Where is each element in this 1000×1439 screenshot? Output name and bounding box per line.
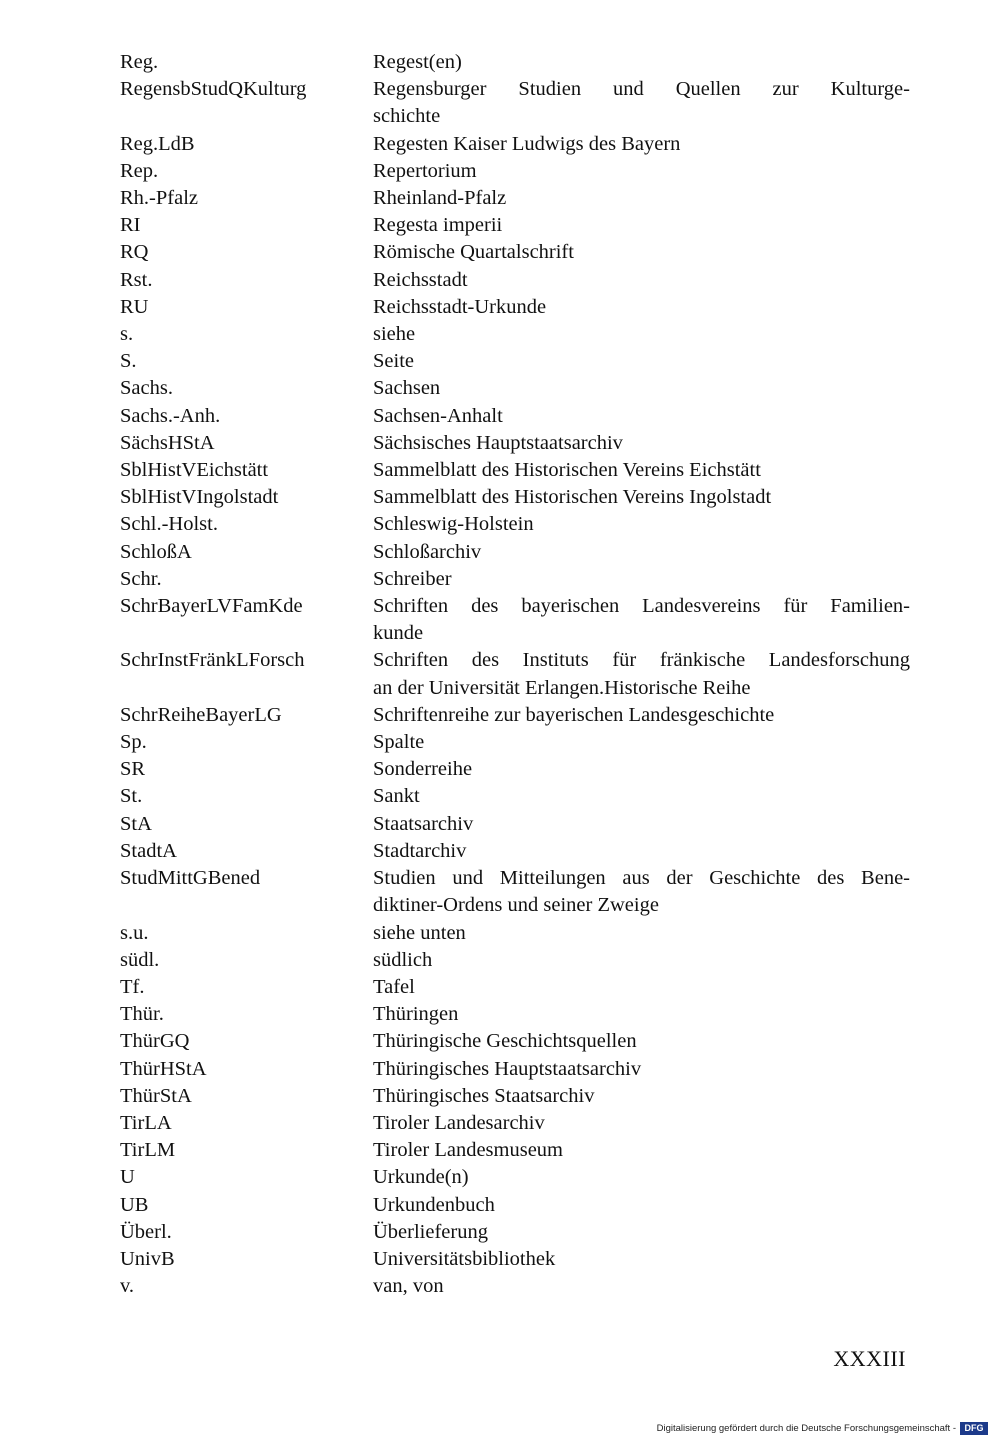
- abbreviation-meaning: [373, 1083, 910, 1110]
- meaning-line: Regesten Kaiser Ludwigs des Bayern: [373, 132, 681, 155]
- abbreviation-meaning: [373, 131, 910, 158]
- abbreviation-entry: [120, 593, 910, 647]
- abbreviation-term: Rep.: [120, 159, 159, 182]
- abbreviation-meaning: [373, 375, 910, 402]
- abbreviation-meaning: [373, 457, 910, 484]
- abbreviation-term: südl.: [120, 948, 160, 971]
- meaning-line: Studien und Mitteilungen aus der Geschichte des Bene-: [373, 867, 910, 890]
- abbreviation-meaning: [373, 1246, 910, 1273]
- abbreviation-entry: [120, 131, 910, 158]
- abbreviation-entry: [120, 158, 910, 185]
- meaning-line: Sammelblatt des Historischen Vereins Ingolstadt: [373, 486, 772, 509]
- abbreviation-term: s.u.: [120, 921, 149, 944]
- abbreviation-entry: [120, 1028, 910, 1055]
- abbreviation-meaning: [373, 403, 910, 430]
- abbreviation-entry: [120, 1219, 910, 1246]
- abbreviation-entry: [120, 484, 910, 511]
- abbreviation-meaning: [373, 1192, 910, 1219]
- abbreviation-term: Schr.: [120, 567, 162, 590]
- abbreviation-entry: [120, 947, 910, 974]
- meaning-line: südlich: [373, 948, 433, 971]
- abbreviation-entry: [120, 294, 910, 321]
- meaning-line: Regensburger Studien und Quellen zur Kulturge-: [373, 78, 910, 101]
- meaning-line: van, von: [373, 1275, 444, 1298]
- meaning-line: Schreiber: [373, 567, 452, 590]
- abbreviation-meaning: [373, 838, 910, 865]
- abbreviation-term: ThürHStA: [120, 1057, 207, 1080]
- abbreviation-term: RU: [120, 295, 149, 318]
- abbreviation-term: s.: [120, 323, 134, 346]
- abbreviation-meaning: [373, 430, 910, 457]
- abbreviation-term: Reg.: [120, 51, 159, 73]
- abbreviation-meaning: [373, 1273, 910, 1300]
- dfg-logo: DFG: [960, 1422, 988, 1435]
- abbreviation-meaning: [373, 239, 910, 266]
- meaning-line: Urkunde(n): [373, 1166, 469, 1189]
- abbreviation-entry: [120, 1246, 910, 1273]
- meaning-line: Seite: [373, 350, 414, 373]
- abbreviation-entry: [120, 457, 910, 484]
- abbreviation-entry: [120, 403, 910, 430]
- page-number: XXXIII: [833, 1346, 906, 1371]
- abbreviation-term: SchrInstFränkLForsch: [120, 649, 305, 672]
- abbreviation-meaning: [373, 702, 910, 729]
- abbreviation-meaning: [373, 593, 910, 647]
- meaning-line: Sächsisches Hauptstaatsarchiv: [373, 431, 623, 454]
- meaning-line: Thüringen: [373, 1003, 459, 1026]
- abbreviation-term: Sp.: [120, 731, 147, 754]
- meaning-line: Tafel: [373, 975, 415, 998]
- meaning-line: Sachsen: [373, 377, 441, 400]
- abbreviation-meaning: [373, 974, 910, 1001]
- abbreviation-term: StadtA: [120, 839, 177, 862]
- abbreviation-entry: [120, 185, 910, 212]
- abbreviation-term: SR: [120, 758, 146, 781]
- abbreviation-entry: [120, 375, 910, 402]
- abbreviation-meaning: [373, 1056, 910, 1083]
- abbreviation-entry: [120, 729, 910, 756]
- meaning-line: Spalte: [373, 731, 425, 754]
- abbreviation-entry: [120, 1137, 910, 1164]
- abbreviation-list: [120, 49, 910, 1300]
- meaning-line: Thüringische Geschichtsquellen: [373, 1030, 637, 1053]
- abbreviation-meaning: [373, 267, 910, 294]
- abbreviation-meaning: [373, 566, 910, 593]
- abbreviation-entry: [120, 430, 910, 457]
- abbreviation-term: RI: [120, 214, 141, 237]
- abbreviation-meaning: [373, 811, 910, 838]
- abbreviation-meaning: [373, 1137, 910, 1164]
- abbreviation-entry: [120, 783, 910, 810]
- abbreviation-meaning: [373, 49, 910, 76]
- meaning-line: Repertorium: [373, 159, 477, 182]
- meaning-line: Sonderreihe: [373, 758, 473, 781]
- abbreviation-term: St.: [120, 785, 143, 808]
- meaning-line: Thüringisches Staatsarchiv: [373, 1084, 595, 1107]
- abbreviation-meaning: [373, 1001, 910, 1028]
- abbreviation-term: SblHistVEichstätt: [120, 459, 269, 482]
- meaning-line: Schleswig-Holstein: [373, 513, 534, 536]
- meaning-line: Sachsen-Anhalt: [373, 404, 503, 427]
- meaning-line: Schriften des bayerischen Landesvereins für Familien-: [373, 595, 910, 618]
- meaning-line: Urkundenbuch: [373, 1193, 495, 1216]
- abbreviation-term: U: [120, 1166, 135, 1189]
- meaning-line: Regest(en): [373, 51, 462, 73]
- abbreviation-term: SächsHStA: [120, 431, 215, 454]
- meaning-line: siehe unten: [373, 921, 466, 944]
- abbreviation-entry: [120, 1083, 910, 1110]
- abbreviation-meaning: [373, 539, 910, 566]
- abbreviation-entry: [120, 76, 910, 130]
- abbreviation-meaning: [373, 783, 910, 810]
- abbreviation-term: SchrBayerLVFamKde: [120, 595, 303, 618]
- abbreviation-meaning: [373, 212, 910, 239]
- abbreviation-meaning: [373, 865, 910, 919]
- meaning-line: Schloßarchiv: [373, 540, 482, 563]
- meaning-line: Thüringisches Hauptstaatsarchiv: [373, 1057, 642, 1080]
- abbreviation-meaning: [373, 76, 910, 130]
- meaning-line: Reichsstadt-Urkunde: [373, 295, 547, 318]
- abbreviation-term: SblHistVIngolstadt: [120, 486, 279, 509]
- abbreviation-term: SchrReiheBayerLG: [120, 703, 282, 726]
- meaning-line: Römische Quartalschrift: [373, 241, 574, 264]
- digitization-credit: Digitalisierung gefördert durch die Deutsche Forschungsgemeinschaft -: [656, 1423, 956, 1434]
- abbreviation-meaning: [373, 920, 910, 947]
- abbreviation-term: v.: [120, 1275, 135, 1298]
- abbreviation-entry: [120, 811, 910, 838]
- meaning-line: Schriften des Instituts für fränkische Landesforschung: [373, 649, 910, 672]
- abbreviation-term: Schl.-Holst.: [120, 513, 218, 536]
- abbreviation-meaning: [373, 511, 910, 538]
- abbreviation-entry: [120, 566, 910, 593]
- abbreviation-meaning: [373, 1164, 910, 1191]
- abbreviation-entry: [120, 865, 910, 919]
- abbreviation-term: SchloßA: [120, 540, 192, 563]
- abbreviation-entry: [120, 702, 910, 729]
- abbreviation-term: StA: [120, 812, 152, 835]
- abbreviation-entry: [120, 920, 910, 947]
- meaning-line: Stadtarchiv: [373, 839, 467, 862]
- abbreviation-entry: [120, 1273, 910, 1300]
- abbreviation-term: S.: [120, 350, 137, 373]
- meaning-line: Regesta imperii: [373, 214, 503, 237]
- abbreviation-meaning: [373, 484, 910, 511]
- abbreviation-meaning: [373, 647, 910, 701]
- abbreviation-term: ThürStA: [120, 1084, 192, 1107]
- abbreviation-meaning: [373, 729, 910, 756]
- abbreviation-entry: [120, 1192, 910, 1219]
- meaning-line: Tiroler Landesmuseum: [373, 1139, 563, 1162]
- meaning-line: an der Universität Erlangen.Historische Reihe: [373, 676, 751, 699]
- abbreviation-term: Rst.: [120, 268, 153, 291]
- abbreviation-meaning: [373, 294, 910, 321]
- abbreviation-term: Rh.-Pfalz: [120, 187, 198, 210]
- meaning-line: Staatsarchiv: [373, 812, 474, 835]
- abbreviation-entry: [120, 49, 910, 76]
- abbreviation-entry: [120, 1110, 910, 1137]
- abbreviation-entry: [120, 267, 910, 294]
- abbreviation-entry: [120, 838, 910, 865]
- abbreviation-term: Sachs.-Anh.: [120, 404, 221, 427]
- meaning-line: Schriftenreihe zur bayerischen Landesgeschichte: [373, 703, 775, 726]
- abbreviation-term: Tf.: [120, 975, 145, 998]
- abbreviation-term: UnivB: [120, 1247, 175, 1270]
- abbreviation-meaning: [373, 185, 910, 212]
- abbreviation-term: TirLA: [120, 1111, 172, 1134]
- abbreviation-entry: [120, 511, 910, 538]
- abbreviation-meaning: [373, 1028, 910, 1055]
- meaning-line: siehe: [373, 323, 416, 346]
- abbreviation-entry: [120, 1001, 910, 1028]
- meaning-line: diktiner-Ordens und seiner Zweige: [373, 894, 659, 917]
- abbreviation-term: Reg.LdB: [120, 132, 195, 155]
- abbreviation-entry: [120, 1164, 910, 1191]
- abbreviation-term: StudMittGBened: [120, 867, 261, 890]
- abbreviation-term: RegensbStudQKulturg: [120, 78, 307, 101]
- abbreviation-term: Thür.: [120, 1003, 164, 1026]
- abbreviation-meaning: [373, 348, 910, 375]
- abbreviation-term: TirLM: [120, 1139, 176, 1162]
- meaning-line: kunde: [373, 622, 424, 645]
- abbreviation-entry: [120, 348, 910, 375]
- abbreviation-term: RQ: [120, 241, 149, 264]
- abbreviation-term: Sachs.: [120, 377, 173, 400]
- meaning-line: schichte: [373, 105, 441, 128]
- meaning-line: Reichsstadt: [373, 268, 468, 291]
- abbreviation-meaning: [373, 947, 910, 974]
- abbreviation-term: Überl.: [120, 1220, 172, 1243]
- meaning-line: Rheinland-Pfalz: [373, 187, 507, 210]
- abbreviation-term: UB: [120, 1193, 149, 1216]
- meaning-line: Sankt: [373, 785, 420, 808]
- meaning-line: Universitätsbibliothek: [373, 1247, 556, 1270]
- abbreviation-entry: [120, 647, 910, 701]
- abbreviation-entry: [120, 539, 910, 566]
- meaning-line: Tiroler Landesarchiv: [373, 1111, 545, 1134]
- abbreviation-entry: [120, 321, 910, 348]
- abbreviation-entry: [120, 239, 910, 266]
- abbreviation-meaning: [373, 756, 910, 783]
- abbreviation-entry: [120, 756, 910, 783]
- abbreviation-meaning: [373, 321, 910, 348]
- abbreviation-meaning: [373, 1219, 910, 1246]
- abbreviation-meaning: [373, 158, 910, 185]
- meaning-line: Überlieferung: [373, 1220, 488, 1243]
- abbreviation-term: ThürGQ: [120, 1030, 190, 1053]
- abbreviation-meaning: [373, 1110, 910, 1137]
- meaning-line: Sammelblatt des Historischen Vereins Eichstätt: [373, 459, 761, 482]
- abbreviation-entry: [120, 1056, 910, 1083]
- abbreviation-entry: [120, 212, 910, 239]
- abbreviation-entry: [120, 974, 910, 1001]
